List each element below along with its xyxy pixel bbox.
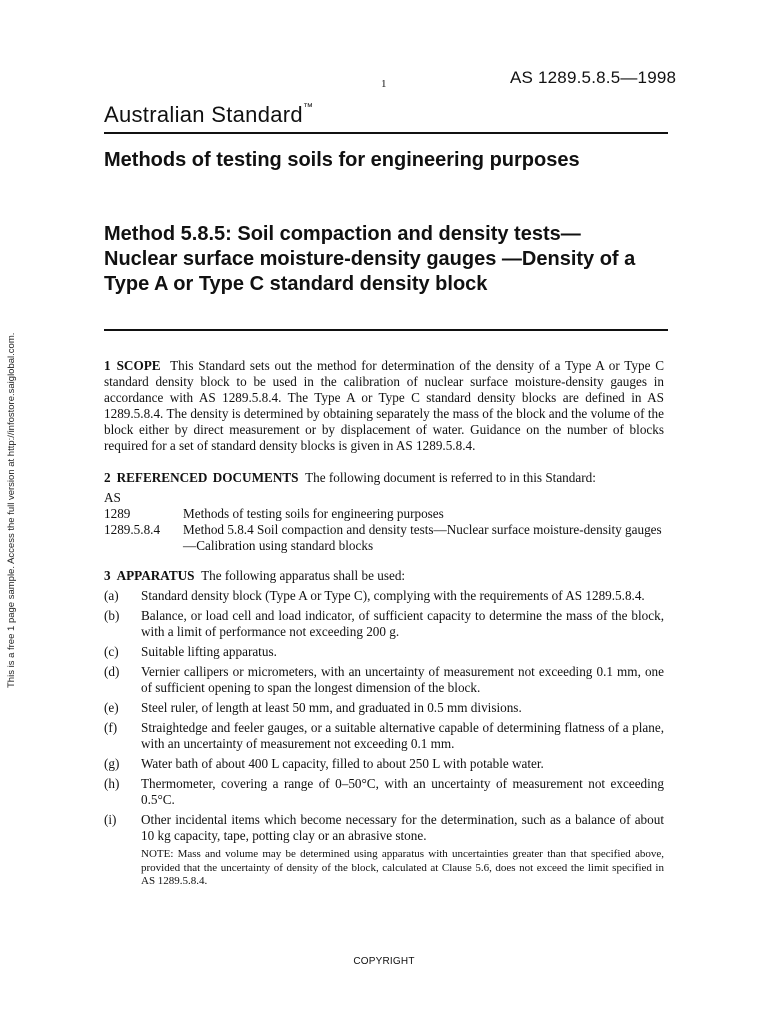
references-number: 2 <box>104 470 111 485</box>
apparatus-letter: (d) <box>104 664 120 679</box>
references-section <box>104 470 664 486</box>
scope-section <box>104 358 664 454</box>
apparatus-list <box>104 588 664 844</box>
apparatus-item <box>104 756 664 772</box>
trademark-symbol: ™ <box>302 101 314 113</box>
apparatus-item <box>104 812 664 844</box>
scope-heading <box>104 358 161 373</box>
references-heading <box>104 470 298 485</box>
apparatus-text: The following apparatus shall be used: <box>201 568 406 583</box>
reference-code: 1289.5.8.4 <box>104 522 161 537</box>
title-rule <box>104 329 668 331</box>
apparatus-letter: (i) <box>104 812 117 827</box>
method-title: Method 5.8.5: Soil compaction and density tests—Nuclear surface moisture-density gauges —Density of a Type A or Type C standard density block <box>104 223 636 295</box>
apparatus-letter: (g) <box>104 756 120 771</box>
reference-title: Methods of testing soils for engineering purposes <box>183 506 444 521</box>
apparatus-letter: (h) <box>104 776 120 791</box>
apparatus-text-item: Balance, or load cell and load indicator, of sufficient capacity to determine the mass of the block, with a limit of performance not exceeding 200 g. <box>141 608 664 639</box>
references-group-label: AS <box>104 490 121 505</box>
apparatus-text-item: Standard density block (Type A or Type C), complying with the requirements of AS 1289.5.8.4. <box>141 588 645 603</box>
scope-text: This Standard sets out the method for determination of the density of a Type A or Type C standard density block to be used in the calibration of nuclear surface moisture-density gauges in accordance with AS 1289.5.8.4. The Type A or Type C standard density blocks are defined in AS 1289.5.8.4. The density is determined by obtaining separately the mass of the block and the volume of the block either by direct measurement or by displacement of water. Guidance on the number of blocks required for a set of standard density blocks is given in AS 1289.5.8.4. <box>104 358 664 453</box>
apparatus-item <box>104 644 664 660</box>
series-title: Methods of testing soils for engineering purposes <box>104 149 580 171</box>
apparatus-item <box>104 608 664 640</box>
reference-title: Method 5.8.4 Soil compaction and density tests—Nuclear surface moisture-density gauges—Calibration using standard blocks <box>183 522 662 553</box>
brand-name: Australian Standard <box>104 102 303 127</box>
standard-brand <box>104 102 313 128</box>
apparatus-item <box>104 776 664 808</box>
document-body <box>104 358 664 889</box>
scope-number: 1 <box>104 358 111 373</box>
apparatus-letter: (a) <box>104 588 119 603</box>
top-rule <box>104 132 668 134</box>
apparatus-letter: (e) <box>104 700 119 715</box>
apparatus-note: NOTE: Mass and volume may be determined using apparatus with uncertainties greater than that specified above, provided that the uncertainty of density of the block, calculated at Clause 5.6, does not exceed the limit specified in AS 1289.5.8.4. <box>141 848 664 887</box>
references-list <box>104 490 664 554</box>
apparatus-text-item: Vernier callipers or micrometers, with an uncertainty of measurement not exceeding 0.1 mm, one of sufficient opening to span the longest dimension of the block. <box>141 664 664 695</box>
apparatus-letter: (c) <box>104 644 119 659</box>
apparatus-item <box>104 700 664 716</box>
apparatus-section <box>104 568 664 584</box>
apparatus-text-item: Suitable lifting apparatus. <box>141 644 277 659</box>
apparatus-text-item: Steel ruler, of length at least 50 mm, and graduated in 0.5 mm divisions. <box>141 700 522 715</box>
references-text: The following document is referred to in this Standard: <box>305 470 596 485</box>
standard-code: AS 1289.5.8.5—1998 <box>510 68 677 87</box>
references-heading-text: REFERENCED DOCUMENTS <box>116 470 299 485</box>
copyright-footer: COPYRIGHT <box>353 956 415 967</box>
apparatus-item <box>104 588 664 604</box>
apparatus-letter: (b) <box>104 608 120 623</box>
apparatus-text-item: Other incidental items which become necessary for the determination, such as a balance of about 10 kg capacity, tape, potting clay or an abrasive stone. <box>141 812 664 843</box>
apparatus-heading-text: APPARATUS <box>116 568 195 583</box>
apparatus-item <box>104 720 664 752</box>
apparatus-item <box>104 664 664 696</box>
apparatus-heading <box>104 568 195 583</box>
sample-side-note: This is a free 1 page sample. Access the full version at http://infostore.saiglobal.com. <box>6 332 17 688</box>
page-number: 1 <box>381 78 387 90</box>
reference-item <box>104 506 664 522</box>
reference-item <box>104 522 664 554</box>
apparatus-letter: (f) <box>104 720 118 735</box>
apparatus-text-item: Thermometer, covering a range of 0–50°C, with an uncertainty of measurement not exceeding 0.5°C. <box>141 776 664 807</box>
apparatus-text-item: Straightedge and feeler gauges, or a suitable alternative capable of determining flatness of a plane, with an uncertainty of measurement not exceeding 0.1 mm. <box>141 720 664 751</box>
apparatus-number: 3 <box>104 568 111 583</box>
apparatus-text-item: Water bath of about 400 L capacity, filled to about 250 L with potable water. <box>141 756 544 771</box>
scope-heading-text: SCOPE <box>116 358 161 373</box>
reference-code: 1289 <box>104 506 131 521</box>
